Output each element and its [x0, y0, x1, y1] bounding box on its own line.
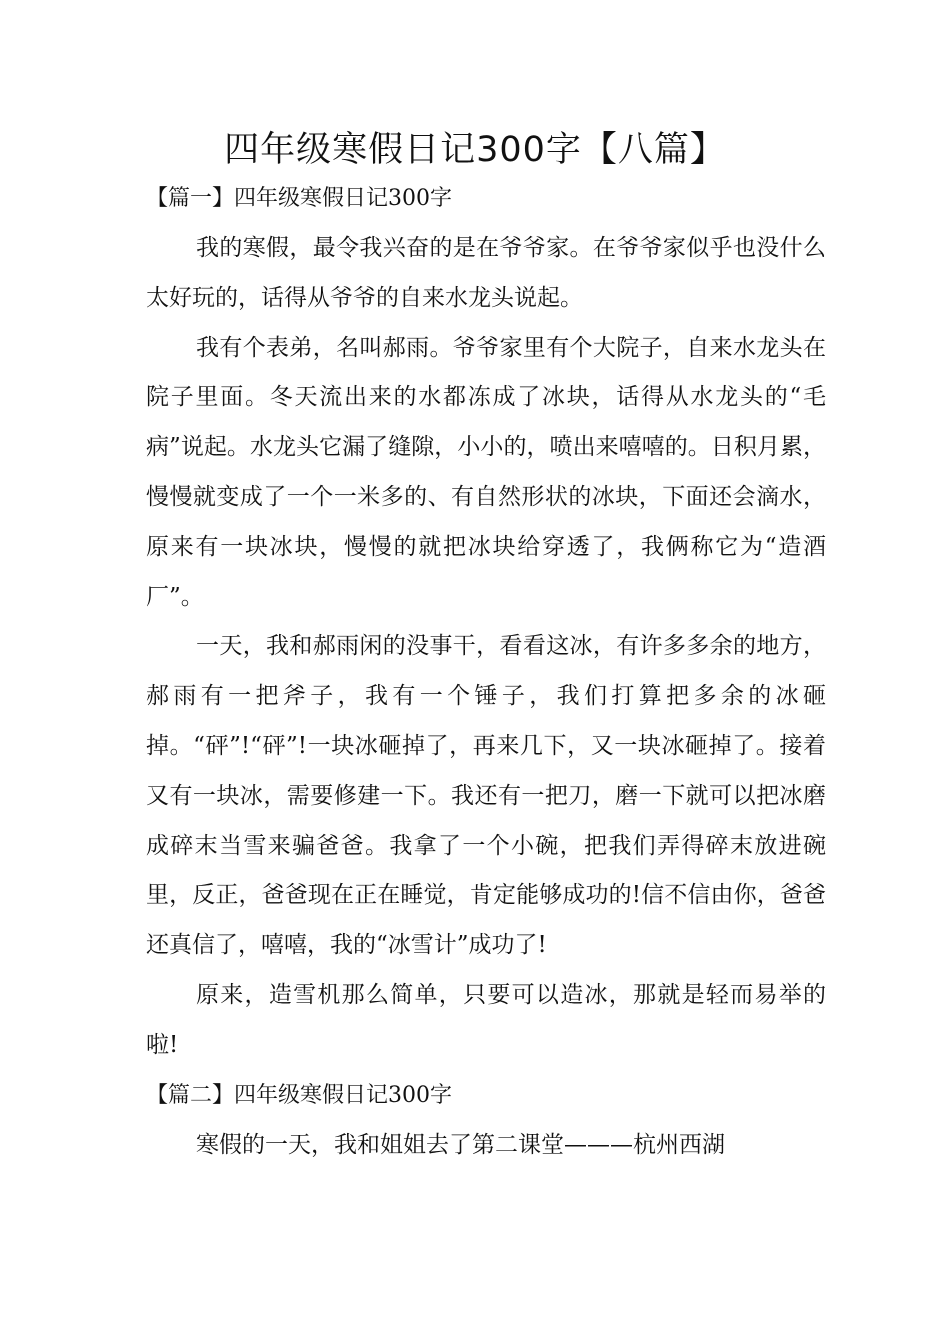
- paragraph: 寒假的一天，我和姐姐去了第二课堂———杭州西湖: [196, 1131, 725, 1158]
- paragraph: 原来，造雪机那么简单，只要可以造冰，那就是轻而易举的啦!: [146, 981, 826, 1058]
- paragraph: 我有个表弟，名叫郝雨。爷爷家里有个大院子，自来水龙头在院子里面。冬天流出来的水都冻成了冰块，话得从水龙头的“毛病”说起。水龙头它漏了缝隙，小小的，喷出来嘻嘻的。日积月累，慢慢就变成了一个一米多的、有自然形状的冰块，下面还会滴水，原来有一块冰块，慢慢的就把冰块给穿透了，我俩称它为“造酒厂”。: [146, 334, 826, 610]
- section-heading-1: 【篇一】四年级寒假日记300字: [146, 186, 452, 211]
- document-body: [146, 174, 826, 1170]
- paragraph: 一天，我和郝雨闲的没事干，看看这冰，有许多多余的地方，郝雨有一把斧子，我有一个锤子，我们打算把多余的冰砸掉。“砰”!“砰”!一块冰砸掉了，再来几下，又一块冰砸掉了。接着又有一块冰，需要修建一下。我还有一把刀，磨一下就可以把冰磨成碎末当雪来骗爸爸。我拿了一个小碗，把我们弄得碎末放进碗里，反正，爸爸现在正在睡觉，肯定能够成功的!信不信由你，爸爸还真信了，嘻嘻，我的“冰雪计”成功了!: [146, 633, 826, 959]
- document-title: 四年级寒假日记300字【八篇】: [224, 130, 726, 170]
- section-heading-2: 【篇二】四年级寒假日记300字: [146, 1082, 452, 1108]
- paragraph: 我的寒假，最令我兴奋的是在爷爷家。在爷爷家似乎也没什么太好玩的，话得从爷爷的自来水龙头说起。: [146, 235, 826, 311]
